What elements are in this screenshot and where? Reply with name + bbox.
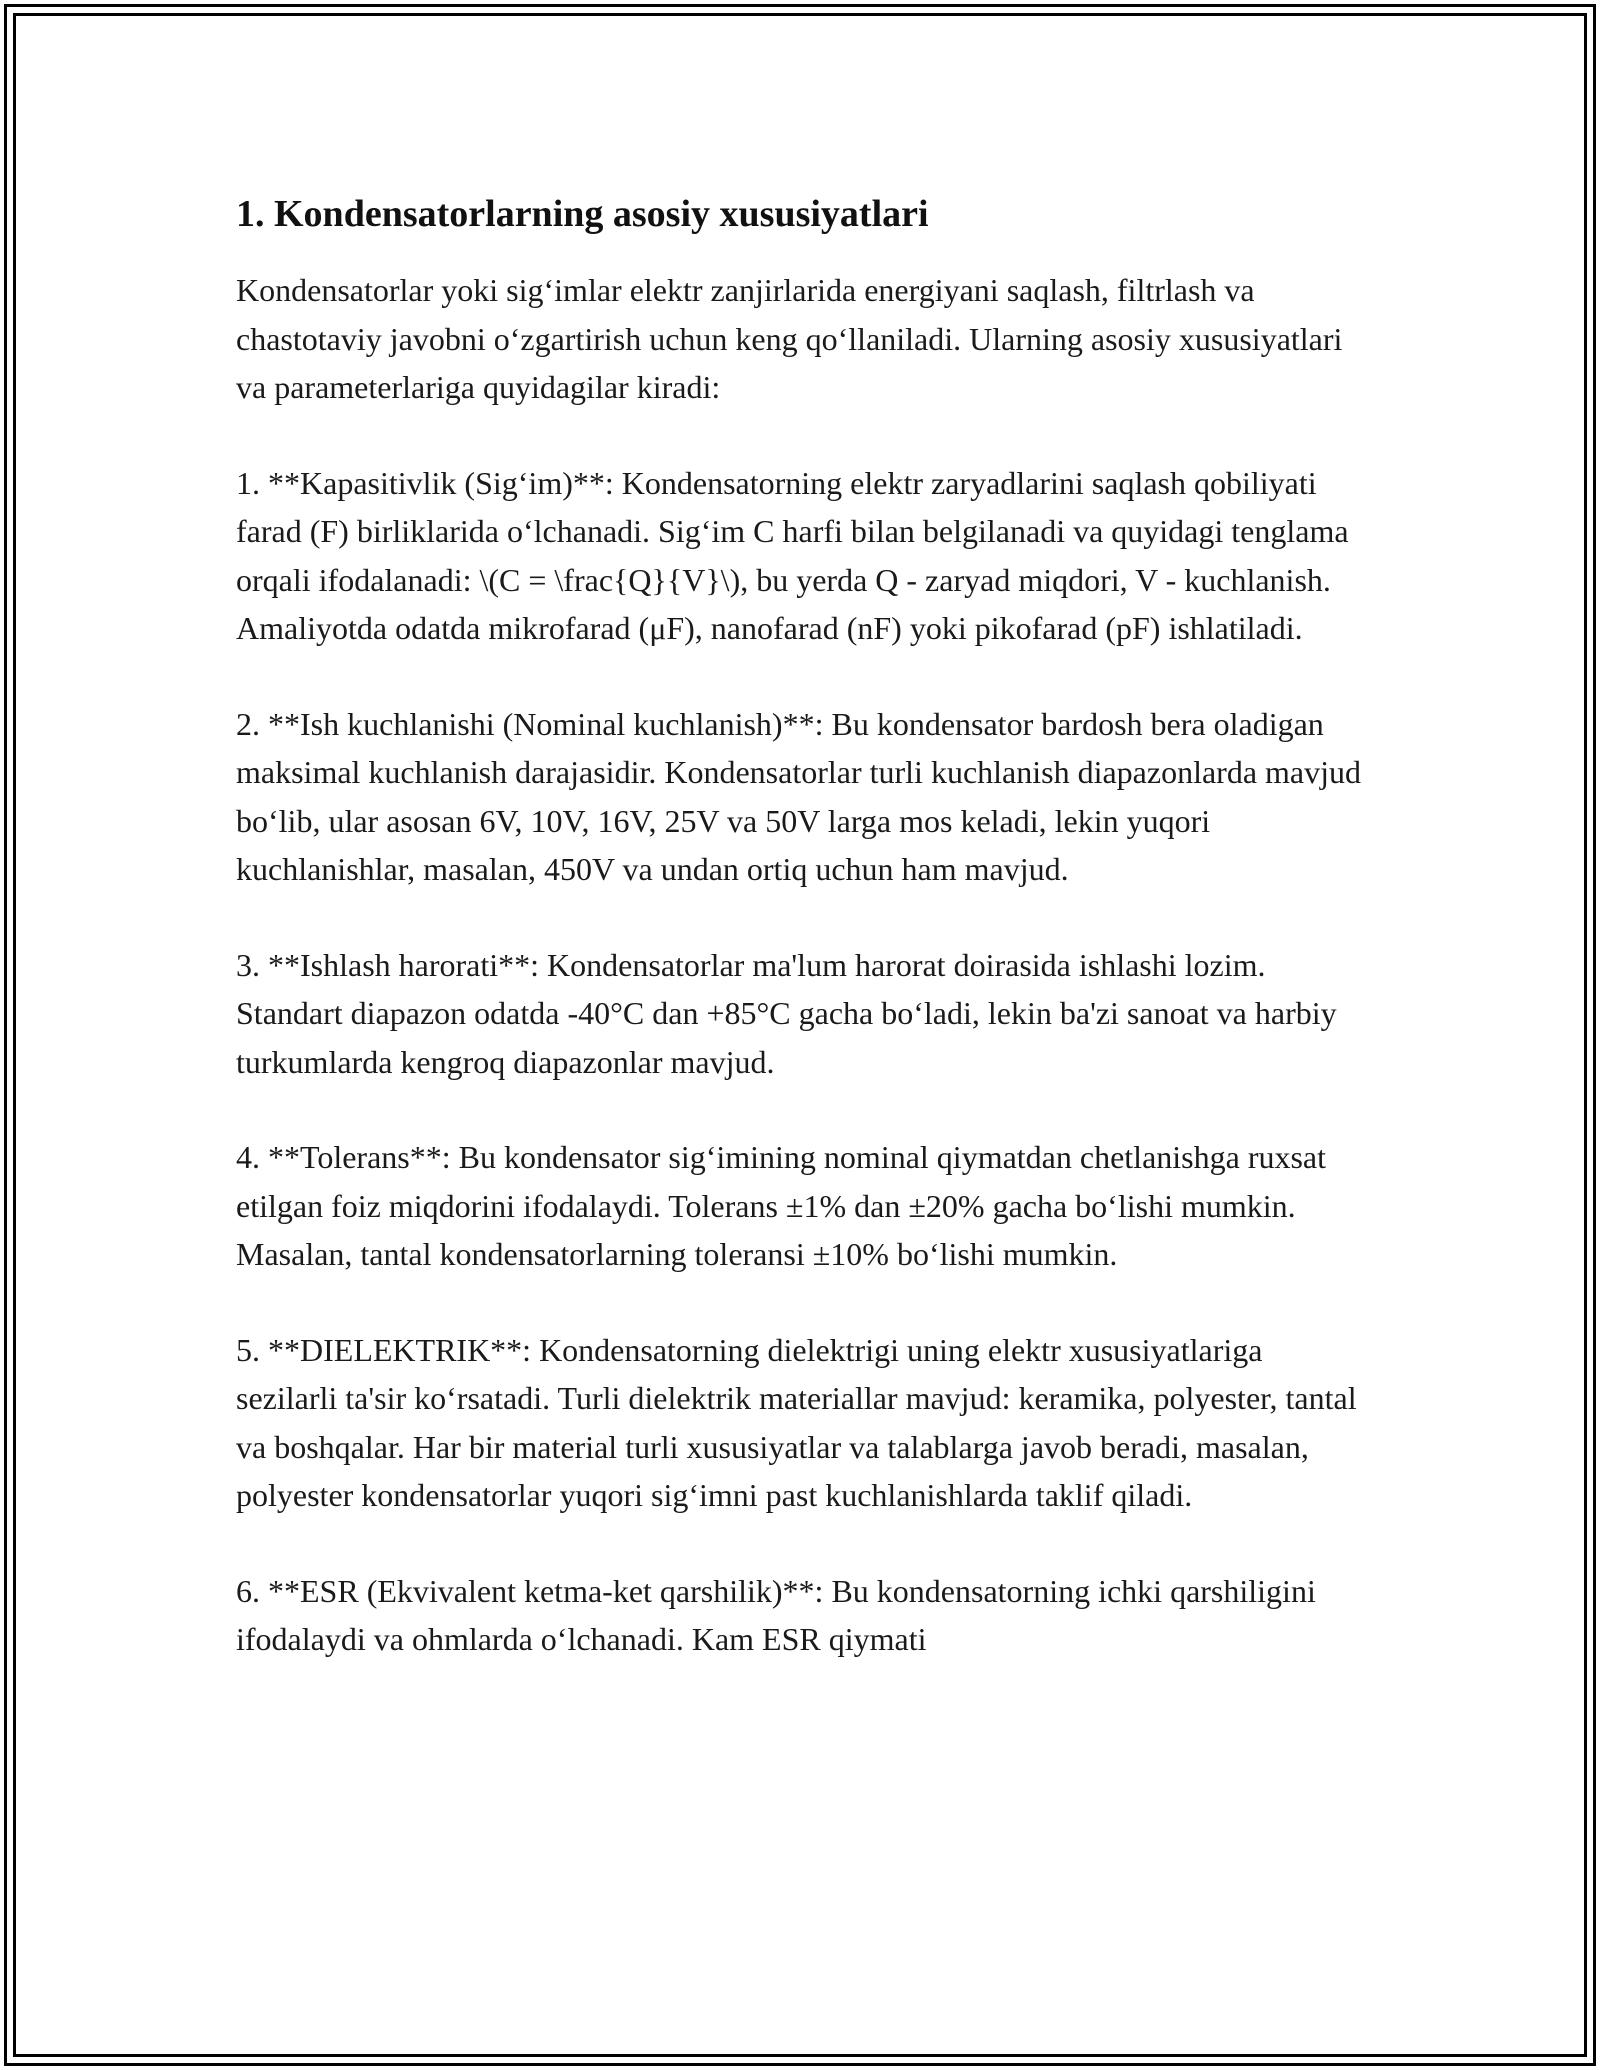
intro-paragraph: Kondensatorlar yoki sig‘imlar elektr zanjirlarida energiyani saqlash, filtrlash va chastotaviy javobni o‘zgartirish uchun keng qo‘llaniladi. Ularning asosiy xususiyatlari va parameterlariga quyidagilar kiradi: (236, 272, 1343, 405)
paragraph-capacitance: 1. **Kapasitivlik (Sig‘im)**: Kondensatorning elektr zaryadlarini saqlash qobiliyati farad (F) birliklarida o‘lchanadi. Sig‘im C harfi bilan belgilanadi va quyidagi tenglama orqali ifodalanadi: \(C = \frac{Q}{V}\), bu yerda Q - zaryad miqdori, V - kuchlanish. Amaliyotda odatda mikrofarad (μF), nanofarad (nF) yoki pikofarad (pF) ishlatiladi. (236, 464, 1349, 646)
paragraph-esr: 6. **ESR (Ekvivalent ketma-ket qarshilik)**: Bu kondensatorning ichki qarshiligini ifodalaydi va ohmlarda o‘lchanadi. Kam ESR qiymati (236, 1572, 1316, 1657)
paragraph-operating-temperature: 3. **Ishlash harorati**: Kondensatorlar ma'lum harorat doirasida ishlashi lozim. Standart diapazon odatda -40°C dan +85°C gacha bo‘ladi, lekin ba'zi sanoat va harbiy turkumlarda kengroq diapazonlar mavjud. (236, 946, 1337, 1080)
paragraph-tolerance: 4. **Tolerans**: Bu kondensator sig‘imining nominal qiymatdan chetlanishga ruxsat etilgan foiz miqdorini ifodalaydi. Tolerans ±1% dan ±20% gacha bo‘lishi mumkin. Masalan, tantal kondensatorlarning toleransi ±10% bo‘lishi mumkin. (236, 1139, 1327, 1272)
paragraph-dielectric: 5. **DIELEKTRIK**: Kondensatorning dielektrigi uning elektr xususiyatlariga sezilarli ta'sir ko‘rsatadi. Turli dielektrik materiallar mavjud: keramika, polyester, tantal va boshqalar. Har bir material turli xususiyatlar va talablarga javob beradi, masalan, polyester kondensatorlar yuqori sig‘imni past kuchlanishlarda taklif qiladi. (236, 1331, 1357, 1513)
document-body (236, 186, 1366, 1711)
document-title: 1. Kondensatorlarning asosiy xususiyatlari (236, 193, 929, 235)
paragraph-rated-voltage: 2. **Ish kuchlanishi (Nominal kuchlanish)**: Bu kondensator bardosh bera oladigan maksimal kuchlanish darajasidir. Kondensatorlar turli kuchlanish diapazonlarda mavjud bo‘lib, ular asosan 6V, 10V, 16V, 25V va 50V larga mos keladi, lekin yuqori kuchlanishlar, masalan, 450V va undan ortiq uchun ham mavjud. (236, 705, 1362, 887)
